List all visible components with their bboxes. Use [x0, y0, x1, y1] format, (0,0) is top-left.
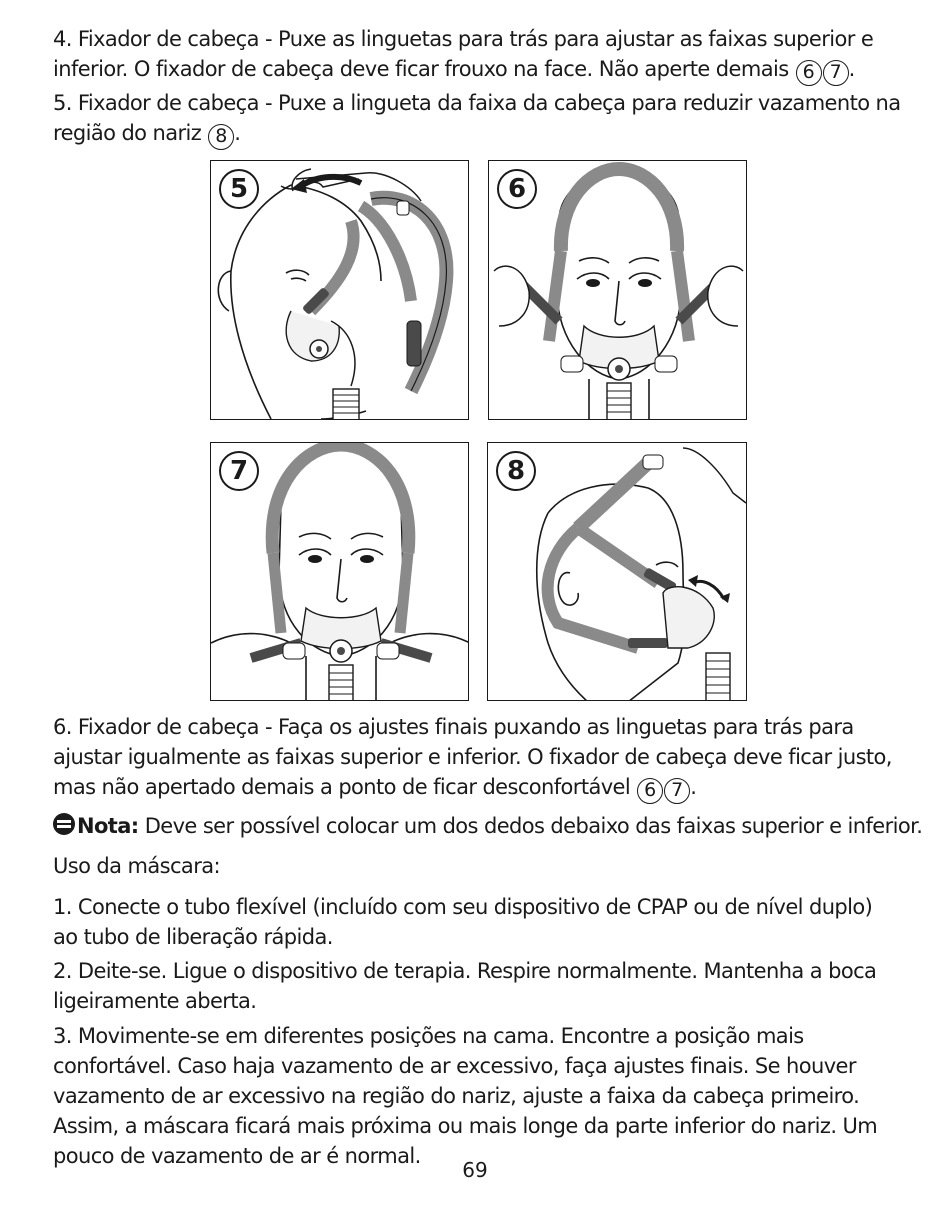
note-icon	[53, 813, 75, 835]
instruction-4-line2: inferior. O fixador de cabeça deve ficar frouxo na face. Não aperte demais 6 7 .	[53, 54, 913, 86]
usage-step-3-line5: pouco de vazamento de ar é normal.	[53, 1144, 421, 1168]
figure-5-number: 5	[219, 169, 259, 209]
instruction-5	[53, 88, 913, 150]
instruction-4-line1: 4. Fixador de cabeça - Puxe as linguetas para trás para ajustar as faixas superior e	[53, 27, 874, 51]
figure-ref-8: 8	[208, 124, 234, 150]
usage-step-1-line1: 1. Conecte o tubo flexível (incluído com seu dispositivo de CPAP ou de nível duplo)	[53, 895, 873, 919]
instruction-4	[53, 24, 913, 86]
usage-step-3-line1: 3. Movimente-se em diferentes posições na cama. Encontre a posição mais	[53, 1024, 804, 1048]
figure-6-number: 6	[497, 169, 537, 209]
note-label: Nota:	[77, 814, 139, 838]
figure-5-panel	[210, 160, 469, 420]
instruction-6-line3: mas não apertado demais a ponto de ficar desconfortável 6 7 .	[53, 772, 913, 804]
usage-step-2	[53, 956, 913, 1016]
usage-step-3	[53, 1021, 913, 1171]
instruction-6-line1: 6. Fixador de cabeça - Faça os ajustes finais puxando as linguetas para trás para	[53, 715, 854, 739]
figure-8-number: 8	[496, 451, 536, 491]
figure-6-panel	[488, 160, 747, 420]
figure-ref-7: 7	[664, 778, 690, 804]
figure-ref-7: 7	[823, 60, 849, 86]
instruction-6-line2: ajustar igualmente as faixas superior e inferior. O fixador de cabeça deve ficar justo,	[53, 745, 892, 769]
note	[53, 811, 923, 841]
instruction-5-line2: região do nariz 8 .	[53, 118, 913, 150]
usage-step-1	[53, 892, 913, 952]
usage-step-2-line2: ligeiramente aberta.	[53, 989, 257, 1013]
figure-ref-6: 6	[637, 778, 663, 804]
usage-step-3-line4: Assim, a máscara ficará mais próxima ou mais longe da parte inferior do nariz. Um	[53, 1114, 878, 1138]
usage-heading: Uso da máscara:	[53, 854, 220, 878]
usage-step-3-line2: confortável. Caso haja vazamento de ar excessivo, faça ajustes finais. Se houver	[53, 1054, 856, 1078]
usage-step-3-line3: vazamento de ar excessivo na região do nariz, ajuste a faixa da cabeça primeiro.	[53, 1084, 860, 1108]
usage-step-2-line1: 2. Deite-se. Ligue o dispositivo de terapia. Respire normalmente. Mantenha a boca	[53, 959, 877, 983]
page-number: 69	[462, 1158, 488, 1182]
usage-step-1-line2: ao tubo de liberação rápida.	[53, 925, 333, 949]
instruction-6	[53, 712, 913, 804]
figure-8-panel	[487, 442, 747, 701]
figure-ref-6: 6	[796, 60, 822, 86]
instruction-5-line1: 5. Fixador de cabeça - Puxe a lingueta da faixa da cabeça para reduzir vazamento na	[53, 91, 901, 115]
figure-7-number: 7	[219, 451, 259, 491]
figure-7-panel	[210, 442, 469, 701]
note-text: Deve ser possível colocar um dos dedos debaixo das faixas superior e inferior.	[138, 814, 923, 838]
